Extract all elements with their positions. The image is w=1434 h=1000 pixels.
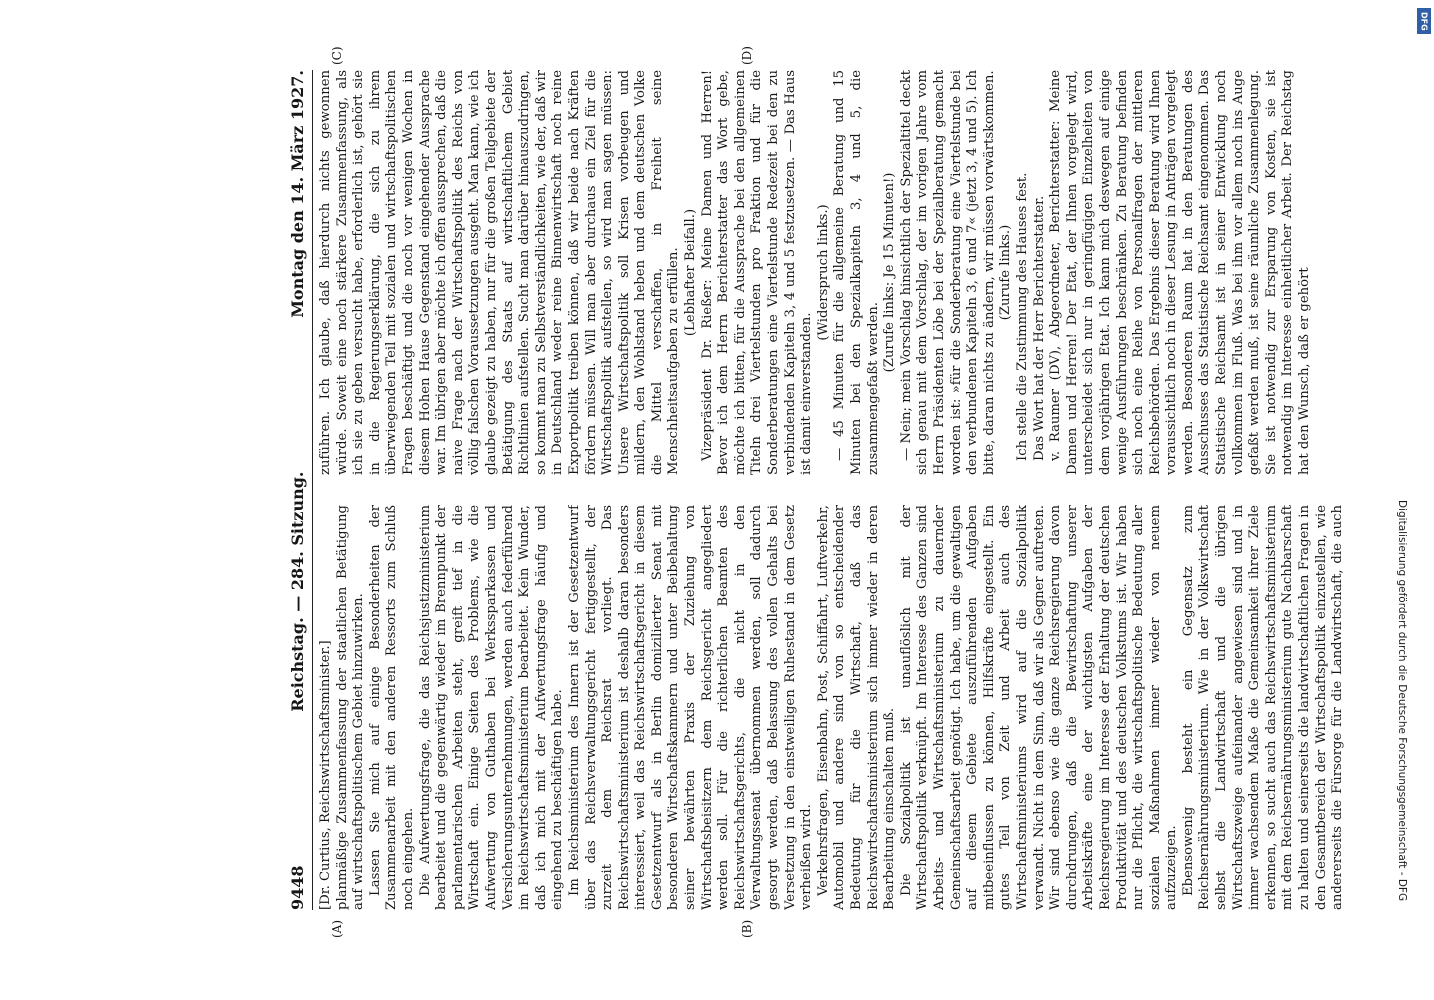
paragraph: (Lebhafter Beifall.) bbox=[683, 208, 699, 337]
dfg-logo: DFG bbox=[1417, 8, 1431, 34]
session-title: Reichstag. — 284. Sitzung. bbox=[288, 471, 307, 712]
paragraph: Die Aufwertungsfrage, die das Reichsjustizministerium bearbeitet und die gegenwärtig wieder im Brennpunkt der parlamentarischen Arbeiten steht, greift tief in die Wirtschaft ein. Einige Seiten des Problems, wie die Aufwertung von Guthaben bei Werkssparkassen und Versicherungsunternehmungen, werden auch federführend im Reichswirtschaftsministerium bearbeitet. Kein Wunder, daß ich mich mit der Aufwertungsfrage häufig und eingehend zu beschäftigen habe. bbox=[417, 505, 566, 910]
left-text-column bbox=[318, 505, 1348, 910]
margin-letter-a: (A) bbox=[330, 919, 344, 938]
right-text-column bbox=[318, 70, 1348, 475]
margin-letter-b: (B) bbox=[740, 919, 754, 938]
paragraph: (Widerspruch links.) bbox=[815, 204, 831, 341]
paragraph: Lassen Sie mich auf einige Besonderheiten der Zusammenarbeit mit den anderen Ressorts zum Schluß noch eingehen. bbox=[367, 505, 416, 910]
paragraph: [Dr. Curtius, Reichswirtschaftsminister.] bbox=[318, 640, 333, 910]
page-header bbox=[288, 70, 313, 910]
paragraph: zuführen. Ich glaube, daß hierdurch nichts gewonnen würde. Soweit eine noch stärkere Zusammenfassung, als ich sie zu geben versucht habe, erforderlich ist, gehört sie in die Regierungserklärung, die sich zu ihrem überwiegenden Teil mit sozialen und wirtschaftspolitischen Fragen beschäftigt und die noch vor wenigen Wochen in diesem Hohen Hause Gegenstand eingehender Aussprache war. Im übrigen aber möchte ich offen aussprechen, daß die naive Frage nach der Wirtschaftspolitik des Reichs von völlig falschen Voraussetzungen ausgeht. Man kann, wie ich glaube gezeigt zu haben, nur für die großen Teilgebiete der Betätigung des Staats auf wirtschaftlichem Gebiet Richtlinien aufstellen. Sucht man darüber hinauszudringen, so kommt man zu Selbstverständlichkeiten, wie der, daß wir in Deutschland weder reine Binnenwirtschaft noch reine Exportpolitik treiben können, daß wir beide nach Kräften fördern müssen. Will man aber durchaus ein Ziel für die Wirtschaftspolitik aufstellen, so wird man sagen müssen: Unsere Wirtschaftspolitik soll Krisen vorbeugen und mildern, den Wohlstand heben und dem deutschen Volke die Mittel verschaffen, in Freiheit seine Menschheitsaufgaben zu erfüllen. bbox=[318, 70, 682, 475]
page-number: 9448 bbox=[288, 865, 307, 910]
paragraph: — 45 Minuten für die allgemeine Beratung und 15 Minuten bei den Spezialkapiteln 3, 4 und 5, die zusammengefaßt werden. bbox=[832, 70, 881, 475]
paragraph: Ich stelle die Zustimmung des Hauses fest. bbox=[1014, 172, 1030, 461]
paragraph: Verkehrsfragen, Eisenbahn, Post, Schiffahrt, Luftverkehr, Automobil und andere sind von so entscheidender Bedeutung für die Wirtschaft, daß das Reichswirtschaftsministerium sich immer wieder in deren Bearbeitung einschalten muß. bbox=[815, 505, 898, 910]
paragraph: Das Wort hat der Herr Berichterstatter. bbox=[1031, 195, 1047, 461]
margin-letter-c: (C) bbox=[330, 46, 344, 65]
session-date: Montag den 14. März 1927. bbox=[288, 70, 307, 318]
paragraph: (Zurufe links.) bbox=[998, 224, 1014, 321]
digitization-credit: Digitalisierung gefördert durch die Deutsche Forschungsgemeinschaft - DFG bbox=[1396, 500, 1408, 902]
paragraph: — Nein; mein Vorschlag hinsichtlich der Spezialtitel deckt sich genau mit dem Vorschlag, der im vorigen Jahre vom Herrn Präsidenten Löbe bei der Spezialberatung gemacht worden ist: »für die Sonderberatung eine Viertelstunde bei den verbundenen Kapiteln 3, 6 und 7« (jetzt 3, 4 und 5). Ich bitte, daran nichts zu ändern, wir müssen vorwärtskommen. bbox=[898, 70, 997, 475]
paragraph: Vizepräsident Dr. Rießer: Meine Damen und Herren! Bevor ich dem Herrn Berichterstatter das Wort gebe, möchte ich bitten, für die Aussprache bei den allgemeinen Titeln drei Viertelstunden pro Fraktion und für die Sonderberatungen eine Viertelstunde Redezeit bei den zu verbindenden Kapiteln 3, 4 und 5 festzusetzen. — Das Haus ist damit einverstanden. bbox=[699, 70, 815, 475]
paragraph: planmäßige Zusammenfassung der staatlichen Betätigung auf wirtschaftspolitischem Gebiet hinzuwirken. bbox=[334, 505, 367, 910]
paragraph: Die Sozialpolitik ist unauflöslich mit der Wirtschaftspolitik verknüpft. Im Interesse des Ganzen sind Arbeits- und Wirtschaftsministerium zu dauernder Gemeinschaftsarbeit genötigt. Ich habe, um die gewaltigen auf diesem Gebiete auszuführenden Aufgaben mitbeeinflussen zu können, Hilfskräfte eingestellt. Ein gutes Teil von Zeit und Arbeit auch des Wirtschaftsministeriums wird auf die Sozialpolitik verwandt. Nicht in dem Sinn, daß wir als Gegner auftreten. Wir sind ebenso wie die ganze Reichsregierung davon durchdrungen, daß die Bewirtschaftung unserer Arbeitskräfte eine der wichtigsten Aufgaben der Reichsregierung im Interesse der Erhaltung der deutschen Produktivität und des deutschen Volkstums ist. Wir haben nur die Pflicht, die wirtschaftspolitische Bedeutung aller sozialen Maßnahmen immer wieder von neuem aufzuzeigen. bbox=[898, 505, 1180, 910]
margin-letter-d: (D) bbox=[740, 46, 754, 65]
paragraph: Ebensowenig besteht ein Gegensatz zum Reichsernährungsministerium. Wie in der Volkswirtschaft selbst die Landwirtschaft und die übrigen Wirtschaftszweige aufeinander angewiesen sind und in immer wachsendem Maße die Gemeinsamkeit ihrer Ziele erkennen, so sucht auch das Reichswirtschaftsministerium mit dem Reichsernährungsministerium gute Nachbarschaft zu halten und seinerseits die landwirtschaftlichen Fragen in den Gesamtbereich der Wirtschaftspolitik einzustellen, wie andererseits die Fürsorge für die Landwirtschaft, die auch bbox=[1180, 505, 1346, 910]
paragraph: Im Reichsministerium des Innern ist der Gesetzentwurf über das Reichsverwaltungsgericht fertiggestellt, der zurzeit dem Reichsrat vorliegt. Das Reichswirtschaftsministerium ist deshalb daran besonders interessiert, weil das Reichswirtschaftsgericht in diesem Gesetzentwurf als in Berlin domizilierter Senat mit besonderen Wirtschaftskammern und unter Beibehaltung seiner bewährten Praxis der Zuziehung von Wirtschaftsbeisitzern dem Reichsgericht angegliedert werden soll. Für die richterlichen Beamten des Reichswirtschaftsgerichts, die nicht in den Verwaltungssenat übernommen werden, soll dadurch gesorgt werden, daß Belassung des vollen Gehalts bei Versetzung in den einstweiligen Ruhestand in dem Gesetz verheißen wird. bbox=[566, 505, 815, 910]
paragraph: v. Raumer (DV), Abgeordneter, Berichterstatter: Meine Damen und Herren! Der Etat, der Ihnen vorgelegt wird, unterscheidet sich nur in geringfügigen Einzelheiten von dem vorjährigen Etat. Ich kann mich deswegen auf einige wenige Ausführungen beschränken. Zu Beratung befinden sich noch eine Reihe von Personalfragen der mittleren Reichsbehörden. Das Ergebnis dieser Beratung wird Ihnen voraussichtlich noch in dieser Lesung in Anträgen vorgelegt werden. Besonderen Raum hat in den Beratungen des Ausschusses das Statistische Reichsamt eingenommen. Das Statistische Reichsamt ist in seiner Entwicklung noch vollkommen im Fluß. Was bei ihm vor allem noch ins Auge gefaßt werden muß, ist seine räumliche Zusammenlegung. Sie ist notwendig zur Ersparung von Kosten, sie ist notwendig im Interesse einheitlicher Arbeit. Der Reichstag hat den Wunsch, daß er gehört bbox=[1048, 70, 1313, 475]
paragraph: (Zurufe links: Je 15 Minuten!) bbox=[882, 172, 898, 373]
